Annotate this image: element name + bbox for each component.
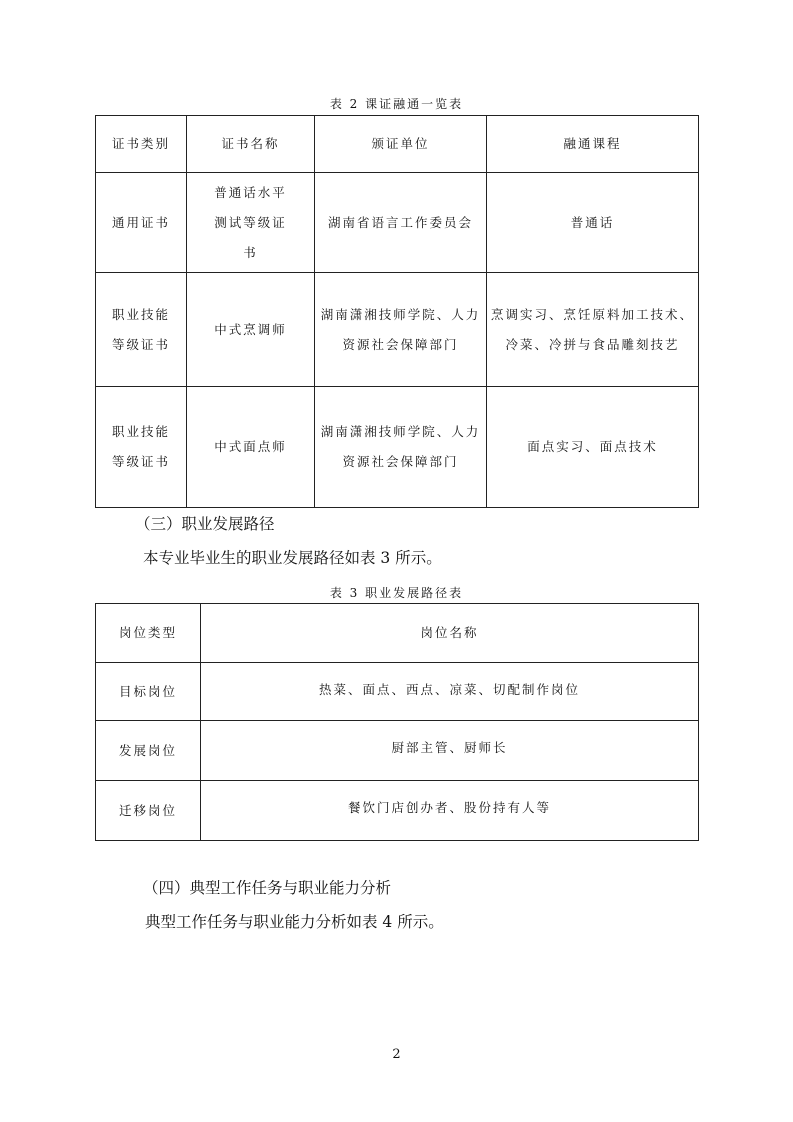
table-cell: 发展岗位 — [96, 721, 201, 781]
header-cell: 颁证单位 — [315, 116, 487, 173]
table-cell: 面点实习、面点技术 — [487, 387, 699, 508]
table-header-row — [96, 116, 699, 173]
table-cell: 职业技能等级证书 — [96, 273, 187, 387]
header-cell: 岗位名称 — [201, 604, 699, 663]
table2-caption: 表 2 课证融通一览表 — [329, 97, 464, 111]
table-cell: 湖南潇湘技师学院、人力资源社会保障部门 — [315, 273, 487, 387]
table-cell: 普通话 — [487, 173, 699, 273]
section4-heading: （四）典型工作任务与职业能力分析 — [143, 879, 392, 897]
table-cell: 湖南潇湘技师学院、人力资源社会保障部门 — [315, 387, 487, 508]
table3-caption: 表 3 职业发展路径表 — [329, 586, 464, 600]
table-cell: 通用证书 — [96, 173, 187, 273]
table-cell: 普通话水平测试等级证书 — [187, 173, 315, 273]
table-row — [96, 173, 699, 273]
header-cell: 证书名称 — [187, 116, 315, 173]
table-cell: 中式面点师 — [187, 387, 315, 508]
table-header-row — [96, 604, 699, 663]
table-cell: 烹调实习、烹饪原料加工技术、冷菜、冷拼与食品雕刻技艺 — [487, 273, 699, 387]
page-number: 2 — [392, 1047, 401, 1062]
table2 — [95, 115, 699, 508]
table-cell: 迁移岗位 — [96, 781, 201, 841]
header-cell: 岗位类型 — [96, 604, 201, 663]
table3 — [95, 603, 699, 841]
header-cell: 融通课程 — [487, 116, 699, 173]
table-cell: 餐饮门店创办者、股份持有人等 — [201, 781, 699, 841]
section3-heading: （三）职业发展路径 — [135, 515, 275, 533]
section4-paragraph: 典型工作任务与职业能力分析如表 4 所示。 — [145, 913, 444, 931]
table-cell: 中式烹调师 — [187, 273, 315, 387]
table-cell: 湖南省语言工作委员会 — [315, 173, 487, 273]
table-cell: 目标岗位 — [96, 663, 201, 721]
table-row — [96, 273, 699, 387]
table-row — [96, 721, 699, 781]
section3-paragraph: 本专业毕业生的职业发展路径如表 3 所示。 — [143, 549, 442, 567]
table-row — [96, 663, 699, 721]
table-row — [96, 781, 699, 841]
table-row — [96, 387, 699, 508]
table-cell: 厨部主管、厨师长 — [201, 721, 699, 781]
table-cell: 职业技能等级证书 — [96, 387, 187, 508]
table-cell: 热菜、面点、西点、凉菜、切配制作岗位 — [201, 663, 699, 721]
header-cell: 证书类别 — [96, 116, 187, 173]
